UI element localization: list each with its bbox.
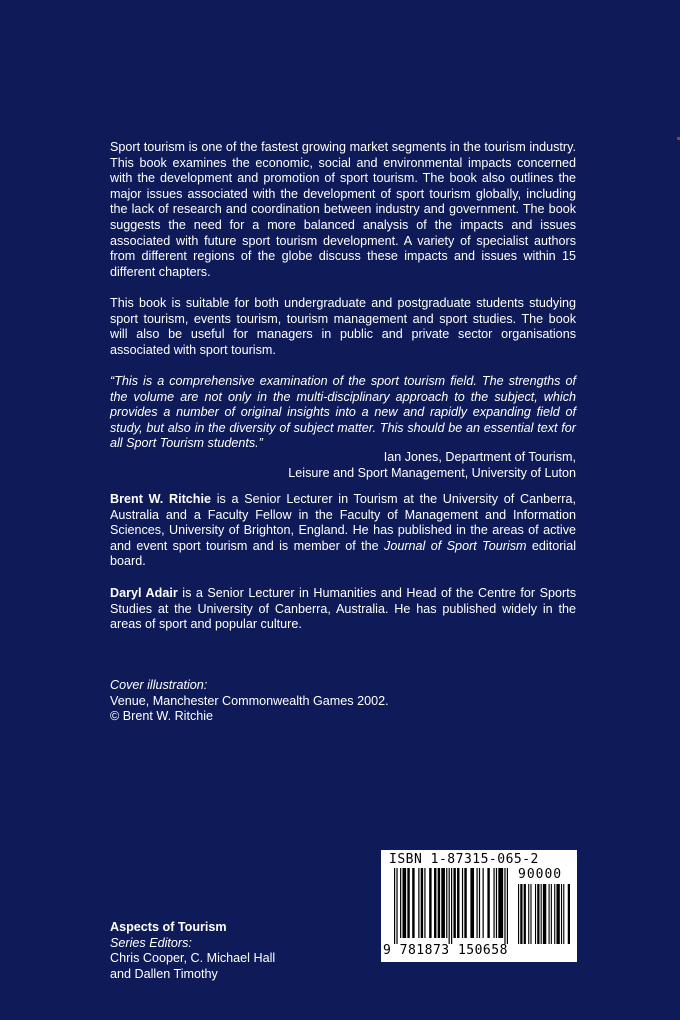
barcode-bar — [457, 868, 459, 938]
blurb-paragraph-2: This book is suitable for both undergraduate and postgraduate students studying sport tourism, events tourism, tourism management and sport studies. The book will also be useful for managers in public and private sector organisations associated with sport tourism. — [110, 296, 576, 357]
barcode-bar — [530, 884, 531, 944]
barcode-bar — [556, 884, 559, 944]
barcode-bar — [402, 868, 406, 938]
barcode-bar — [563, 884, 564, 944]
barcode-bar — [561, 884, 562, 944]
barcode-bar — [453, 868, 455, 938]
barcode-bar — [554, 884, 555, 944]
illustration-heading: Cover illustration: — [110, 678, 208, 692]
quote-attribution — [110, 450, 576, 481]
barcode-bar — [541, 884, 542, 944]
barcode-bar — [407, 868, 409, 938]
bio-ritchie-text-1: is a Senior Lecturer in Tourism at the University of Canberra, Australia and a Faculty Fellow in the Faculty of Management and Information Sciences, University of Brighton, England. He has published in the areas of active and event sport tourism and is member of the — [110, 492, 576, 553]
blurb-paragraph-1: Sport tourism is one of the fastest growing market segments in the tourism industry. This book examines the economic, social and environmental impacts concerned with the development and promotion of sport tourism. The book also outlines the major issues associated with the development of sport tourism globally, including the lack of research and coordination between industry and government. The book suggests the need for a more balanced analysis of the impacts and issues associated with future sport tourism development. A variety of specialist authors from different regions of the globe discuss these impacts and issues within 15 different chapters. — [110, 140, 576, 279]
illustration-line-1: Venue, Manchester Commonwealth Games 2002. — [110, 693, 389, 708]
barcode-bar — [470, 868, 474, 938]
barcode-bar — [518, 884, 519, 944]
barcode-bar — [449, 868, 450, 944]
author-bio-ritchie — [110, 492, 576, 570]
attribution-line-1: Ian Jones, Department of Tourism, — [383, 450, 576, 464]
barcode-bar — [462, 868, 463, 938]
barcode-bar — [418, 868, 419, 938]
barcode-bar — [528, 884, 529, 944]
bio-ritchie-text-2: editorial board. — [110, 538, 577, 569]
attribution-line-2: Leisure and Sport Management, University of Luton — [288, 465, 576, 480]
barcode-bar — [551, 884, 552, 944]
barcode-bar — [493, 868, 494, 938]
barcode-bar — [504, 868, 505, 944]
barcode-bar — [421, 868, 423, 938]
author-name-adair: Daryl Adair — [110, 586, 178, 600]
series-title: Aspects of Tourism — [110, 920, 227, 934]
addon-digits: 90000 — [518, 867, 563, 882]
journal-title: Journal of Sport Tourism — [384, 538, 527, 553]
barcode-bar — [520, 884, 522, 944]
review-quote: “This is a comprehensive examination of the sport tourism field. The strengths of the volume are not only in the multi-disciplinary approach to the subject, which provides a number of original insights into a new and rapidly expanding field of study, but also in the diversity of subject matter. This should be an essential text for all Sport Tourism students.” — [110, 374, 576, 451]
barcode-bar — [434, 868, 436, 938]
barcode-bar — [396, 868, 397, 944]
barcode-bar — [446, 868, 447, 938]
cover-illustration-credit — [110, 678, 576, 725]
series-editors-names: Chris Cooper, C. Michael Hall — [110, 951, 276, 966]
barcode-bar — [537, 884, 539, 944]
barcode-bar — [535, 884, 536, 944]
barcode-bar — [476, 868, 477, 938]
barcode-bar — [524, 884, 526, 944]
ean-barcode-bars — [394, 868, 508, 944]
series-editors-line-2: and Dallen Timothy — [110, 966, 218, 981]
series-editors-label: Series Editors: — [110, 935, 192, 950]
bio-adair-text: is a Senior Lecturer in Humanities and Head of the Centre for Sports Studies at the University of Canberra, Australia. He has published widely in the areas of sport and popular culture. — [110, 586, 576, 632]
author-name-ritchie: Brent W. Ritchie — [110, 492, 211, 506]
isbn-barcode — [381, 850, 577, 962]
barcode-bar — [441, 868, 445, 938]
barcode-bar — [438, 868, 440, 938]
barcode-bar — [429, 868, 431, 938]
barcode-bar — [496, 868, 497, 938]
barcode-bar — [507, 868, 508, 944]
illustration-line-2: © Brent W. Ritchie — [110, 709, 214, 724]
isbn-label: ISBN 1-87315-065-2 — [389, 852, 539, 867]
barcode-bar — [451, 868, 452, 944]
barcode-bar — [424, 868, 425, 938]
barcode-bar — [568, 884, 570, 944]
barcode-bar — [487, 868, 489, 938]
addon-barcode-bars — [518, 884, 570, 944]
barcode-bar — [394, 868, 395, 944]
ean-digits: 9 781873 150658 — [383, 943, 508, 958]
barcode-bar — [479, 868, 480, 938]
barcode-bar — [464, 868, 466, 938]
barcode-bar — [543, 884, 546, 944]
barcode-bar — [549, 884, 550, 944]
barcode-bar — [412, 868, 414, 938]
barcode-bar — [483, 868, 484, 938]
barcode-bar — [400, 868, 401, 938]
barcode-bar — [498, 868, 503, 938]
author-bio-adair — [110, 586, 576, 633]
